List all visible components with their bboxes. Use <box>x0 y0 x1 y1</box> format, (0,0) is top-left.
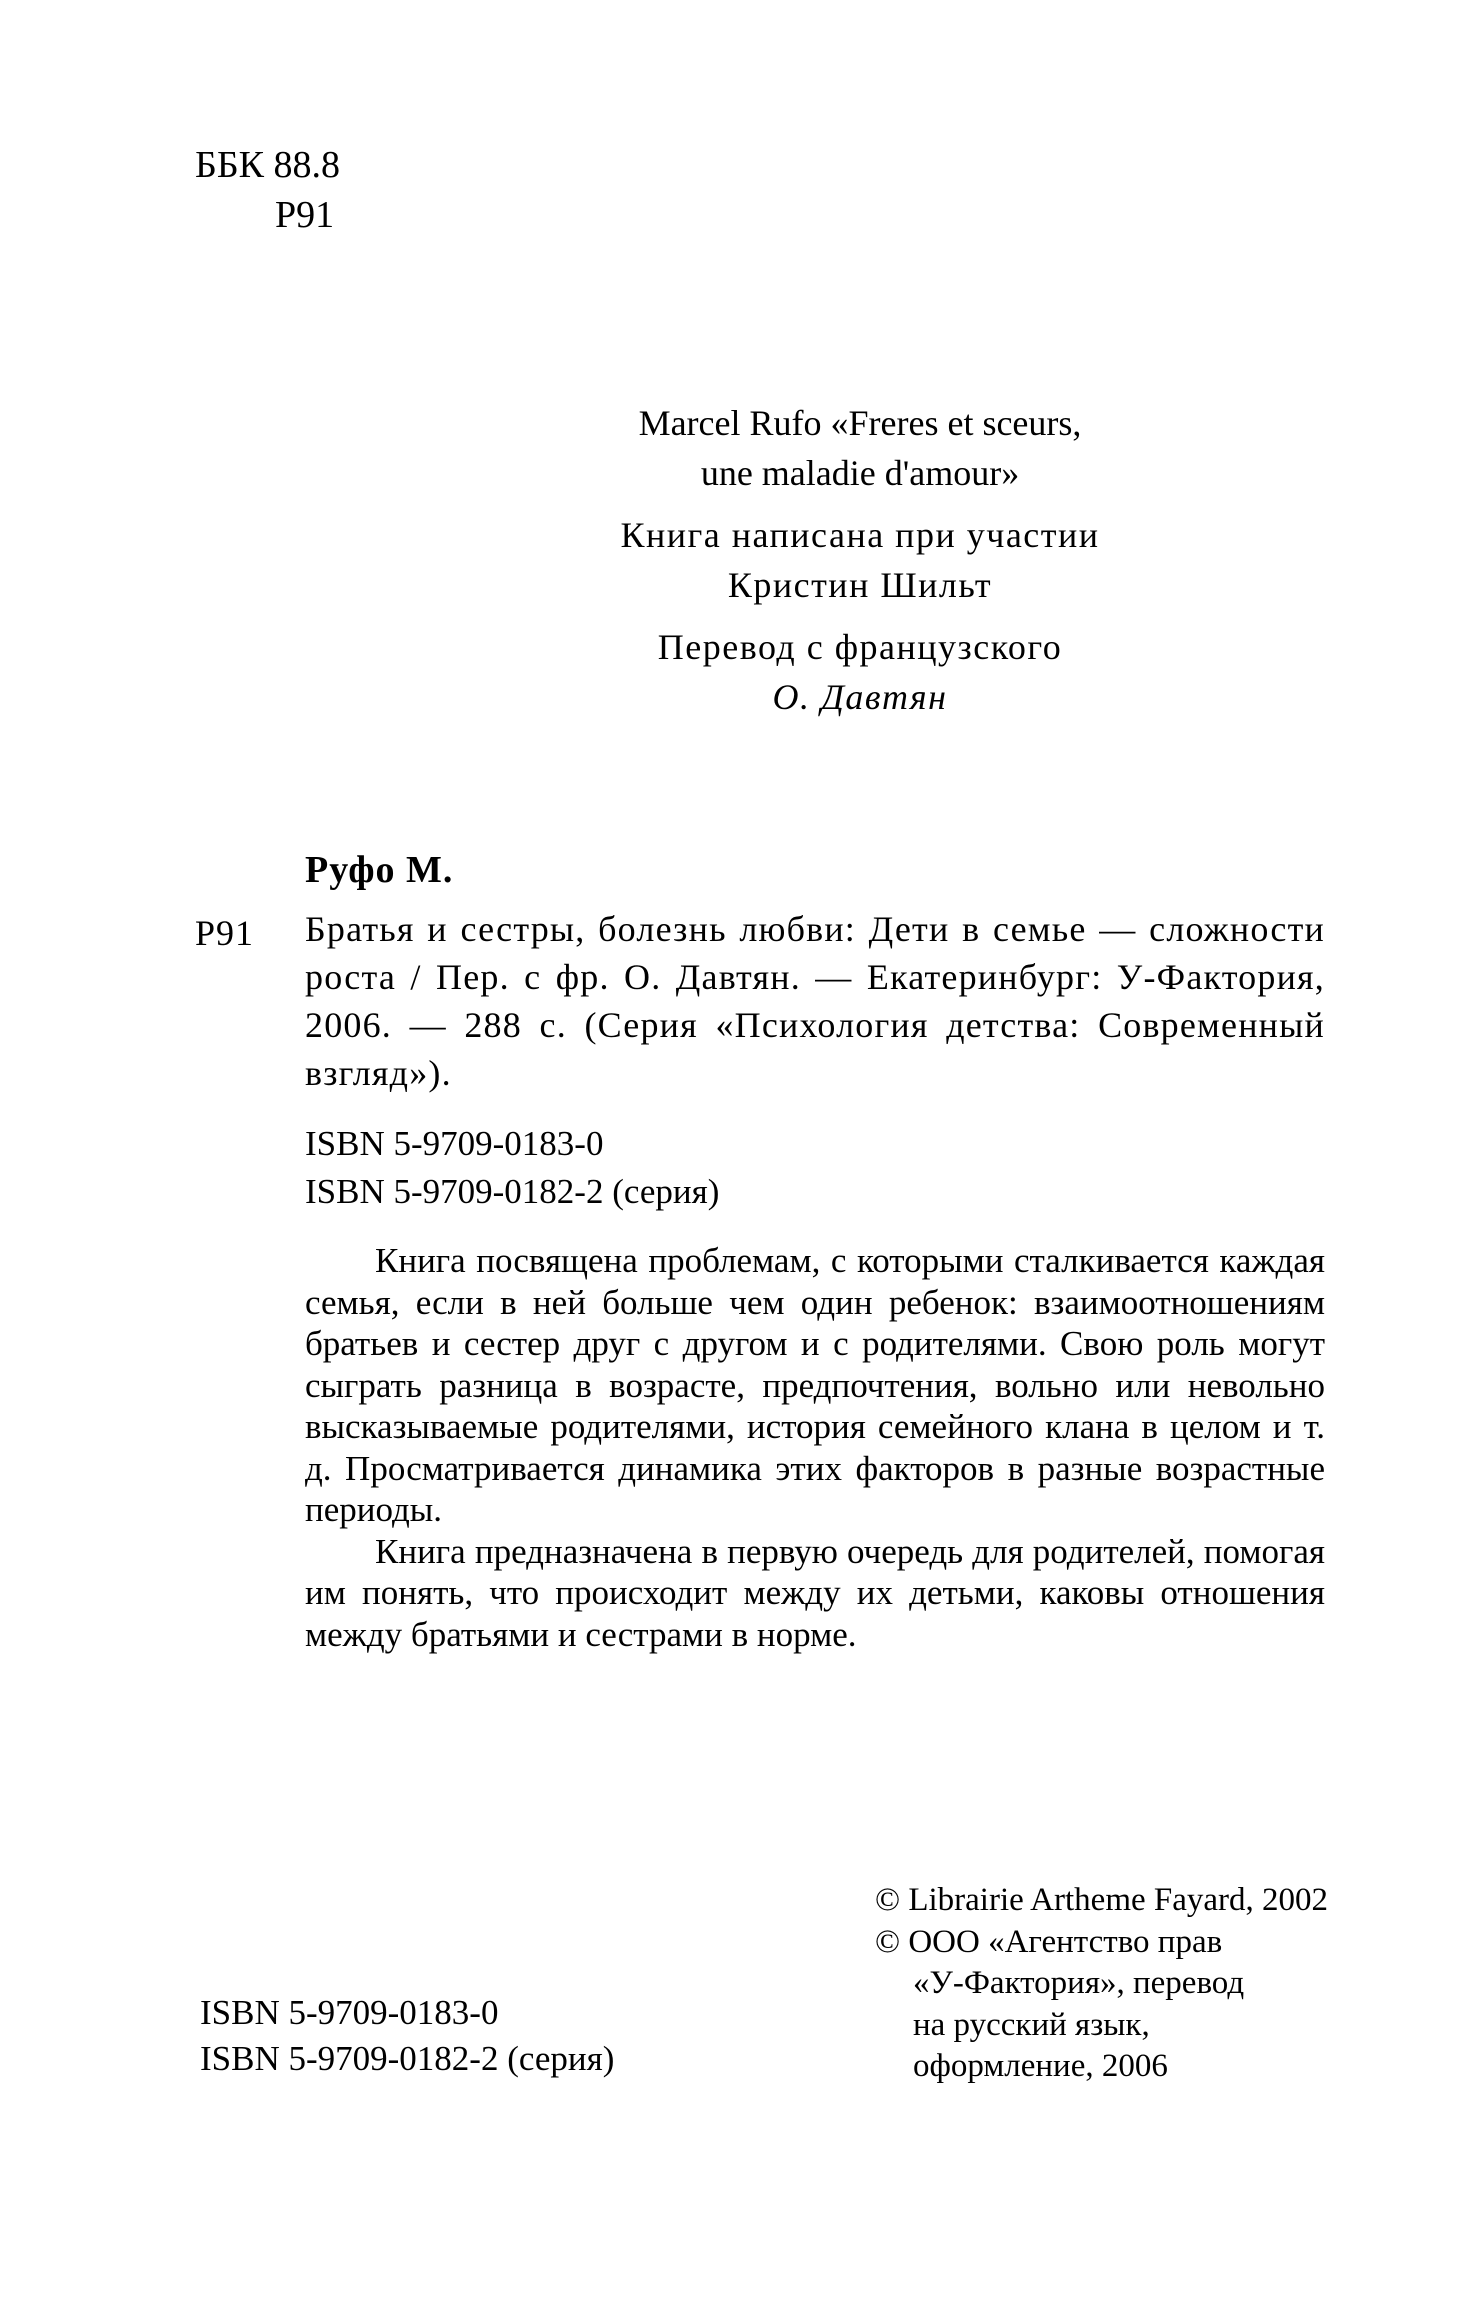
copyright-line1: © Librairie Artheme Fayard, 2002 <box>875 1882 1329 1918</box>
side-cipher: Р91 <box>195 913 255 953</box>
copyright-line4: на русский язык, <box>913 2006 1150 2043</box>
translation-line1: Перевод с французского <box>657 627 1063 667</box>
isbn-bottom-1: ISBN 5-9709-0183-0 <box>200 1993 499 2032</box>
participation-line1: Книга написана при участии <box>620 515 1100 555</box>
isbn-main-block <box>305 1120 719 1216</box>
translation-block <box>360 622 1360 722</box>
annotation-paragraph-1: Книга посвящена проблемам, с которыми сталкивается каждая семья, если в ней больше чем один ребенок: взаимоотношениям братьев и сестер друг с другом и с родителями. Свою роль могут сыграть разница в возрасте, предпочтения, вольно или невольно высказываемые родителями, история семейного клана в целом и т. д. Просматривается динамика этих факторов в разные возрастные периоды. <box>305 1241 1325 1529</box>
isbn-bottom-2: ISBN 5-9709-0182-2 (серия) <box>200 2039 615 2078</box>
annotation-paragraph-2: Книга предназначена в первую очередь для родителей, помогая им понять, что происходит между их детьми, каковы отношения между братьями и сестрами в норме. <box>305 1531 1325 1654</box>
original-title-line2: une maladie d'amour» <box>700 453 1020 493</box>
participation-block <box>360 510 1360 610</box>
bbk-block <box>195 140 340 240</box>
copyright-line5: оформление, 2006 <box>913 2048 1168 2084</box>
bbk-cipher: Р91 <box>275 194 335 236</box>
annotation <box>305 1240 1325 1655</box>
copyright-line2: © ООО «Агентство прав <box>875 1923 1223 1960</box>
bbk-code: ББК 88.8 <box>195 144 340 186</box>
isbn-main-1: ISBN 5-9709-0183-0 <box>305 1124 604 1163</box>
author-heading: Руфо М. <box>305 849 454 891</box>
participation-line2: Кристин Шильт <box>727 565 993 605</box>
copyright-line3: «У-Фактория», перевод <box>913 1965 1245 2001</box>
copyright-block <box>875 1880 1328 2088</box>
original-title-block <box>360 398 1360 498</box>
bibliographic-record: Братья и сестры, болезнь любви: Дети в семье — сложности роста / Пер. с фр. О. Давтян. — Екатеринбург: У-Фактория, 2006. — 288 с. (Серия «Психология детства: Современный взгляд»). <box>305 909 1325 1093</box>
translator-name: О. Давтян <box>772 677 948 717</box>
isbn-bottom-block <box>200 1990 614 2082</box>
original-title-line1: Marcel Rufo «Freres et sceurs, <box>638 403 1082 443</box>
isbn-main-2: ISBN 5-9709-0182-2 (серия) <box>305 1172 720 1211</box>
